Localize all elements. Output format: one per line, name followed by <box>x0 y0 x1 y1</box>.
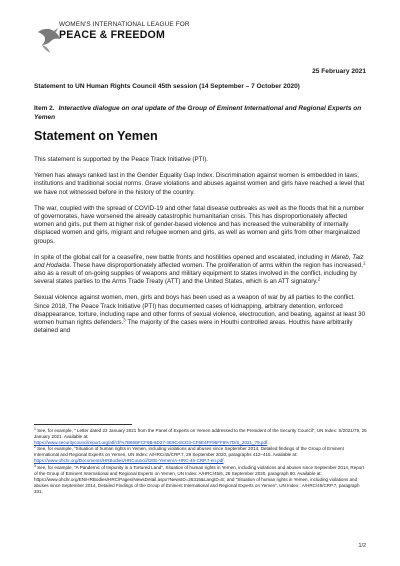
footnote-1-text: See, for example, " Letter dated 22 January 2021 from the Panel of Experts on Yemen addressed to the President of the Security Council", UN Index: S/2021/79, 25 January 2021. Available at: <box>34 428 367 440</box>
footnote-2 <box>34 446 368 464</box>
footnote-3 <box>34 465 368 495</box>
organization-name <box>59 21 190 41</box>
sexual-violence-text-a: Sexual violence against women, men, girls and boys has been used as a weapon of war by all parties to the conflict. Since 2018, The Peace Track Initiative (PTI) has documented cases of kidnapping, arbitrary detention, enforced disappearance, torture, including rape and other forms of sexual violence, electrocution, and beating, against at least 30 women human rights defenders. <box>34 294 366 327</box>
paragraph-gender-gap: Yemen has always ranked last in the Gender Equality Gap Index. Discrimination against women is embedded in laws, institutions and traditional social norms. Grave violations and abuses against women and girls have reached a level that we have not witnessed before in the history of the country. <box>34 172 365 196</box>
page-number: 1/2 <box>358 543 366 549</box>
footnote-1-number: 1 <box>34 427 36 432</box>
document-date: 25 February 2021 <box>312 68 366 75</box>
footnote-ref-2[interactable]: 2 <box>317 277 321 282</box>
agenda-item-label: Item 2. <box>34 105 55 112</box>
footnote-divider <box>34 424 132 425</box>
paragraph-support: This statement is supported by the Peace Track Initiative (PTI). <box>34 156 209 163</box>
ceasefire-text-c: also as a result of on-going supplies of weapons and military equipment to states involved in the conflict, including by several states parties to the Arms Trade Treaty (ATT) and the United States, which is an ATT signatory. <box>34 270 357 286</box>
paragraph-ceasefire <box>34 254 368 287</box>
sexual-violence-text-b: The majority of the cases were in Houthi controlled areas. Houthis have arbitrarily detained and <box>34 319 353 335</box>
ceasefire-text-a: In spite of the global call for a ceasefire, new battle fronts and hostilities opened and escalated, including in <box>34 253 332 261</box>
footnote-ref-1[interactable]: 1 <box>363 260 366 266</box>
footnote-2-end: . <box>223 458 225 464</box>
footnote-3-text: See, for example, "A Pandemic of Impunity in a Tortured Land", Situation of human rights in Yemen, including violations and abuses since September 2014, Report of the Group of Eminent International and Regional Experts on Yemen, UN Index: A/HRC/45/6, 28 September 2020, paragraph 80. Available at: https://www.ohchr.org/EN/HRBodies/HRC/Pages/NewsDetail.aspx?NewsID=26315&LangID=E; and "Situation of human rights in Yemen, including violations and abuses since September 2014, Detailed Findings of the Group of Eminent International and Regional Experts on Yemen", UN Index : A/HRC/45/CRP.7, paragraph 331. <box>34 464 365 494</box>
footnote-1 <box>34 428 368 446</box>
org-name-line2: PEACE & FREEDOM <box>59 29 166 41</box>
footnote-1-link[interactable]: https://www.securitycouncilreport.org/atf/cf/%7B65BFCF9B-6D27-4E9C-8CD3-CF6E4FF96FF9%7D/S_2021_79.pdf <box>34 440 268 446</box>
footnote-1-end: . <box>267 440 269 446</box>
footnote-2-text: See, for example, "Situation of human rights in Yemen, including violations and abuses since September 2014. Detailed findings of the Group of Eminent International and Regional Experts on Yemen, UN Index: A/HRC/45/CRP.7, 29 September 2020, paragraphs 412–415. Available at: <box>34 446 344 458</box>
dove-icon <box>34 22 62 56</box>
footnotes <box>34 428 368 495</box>
footnote-2-number: 2 <box>34 445 36 450</box>
session-title: Statement to UN Human Rights Council 45th session (14 September – 7 October 2020) <box>34 83 300 90</box>
paragraph-humanitarian-crisis: The war, coupled with the spread of COVID-19 and other fatal disease outbreaks as well as the floods that hit a number of governorates, have worsened the already catastrophic humanitarian crisis. This has disproportionately affected women and girls, put them at higher risk of gender-based violence and has increased the vulnerability of internally displaced women and girls, migrant and refugee women and girls, as well as women and girls from other marginalized groups. <box>34 204 365 245</box>
footnote-3-number: 3 <box>34 463 36 468</box>
ceasefire-text-b: . These have disproportionately affected women. The proliferation of arms within the region has increased, <box>69 261 364 269</box>
paragraph-sexual-violence <box>34 294 368 335</box>
agenda-item-text: Interactive dialogue on oral update of the Group of Eminent International and Regional Experts on Yemen <box>34 105 362 122</box>
page-title: Statement on Yemen <box>34 129 158 143</box>
agenda-item <box>34 104 368 122</box>
footnote-ref-3[interactable]: 3 <box>123 317 126 323</box>
statement-body <box>34 156 368 336</box>
org-name-line1: WOMEN'S INTERNATIONAL LEAGUE FOR <box>59 21 190 28</box>
footnote-2-link[interactable]: https://www.ohchr.org/Documents/HRBodies/HRCouncil/GEE-Yemen/A-HRC-45-CRP.7-en.pdf <box>34 458 224 464</box>
ceasefire-places: Mareb, Taiz and Hodaida <box>34 253 364 269</box>
